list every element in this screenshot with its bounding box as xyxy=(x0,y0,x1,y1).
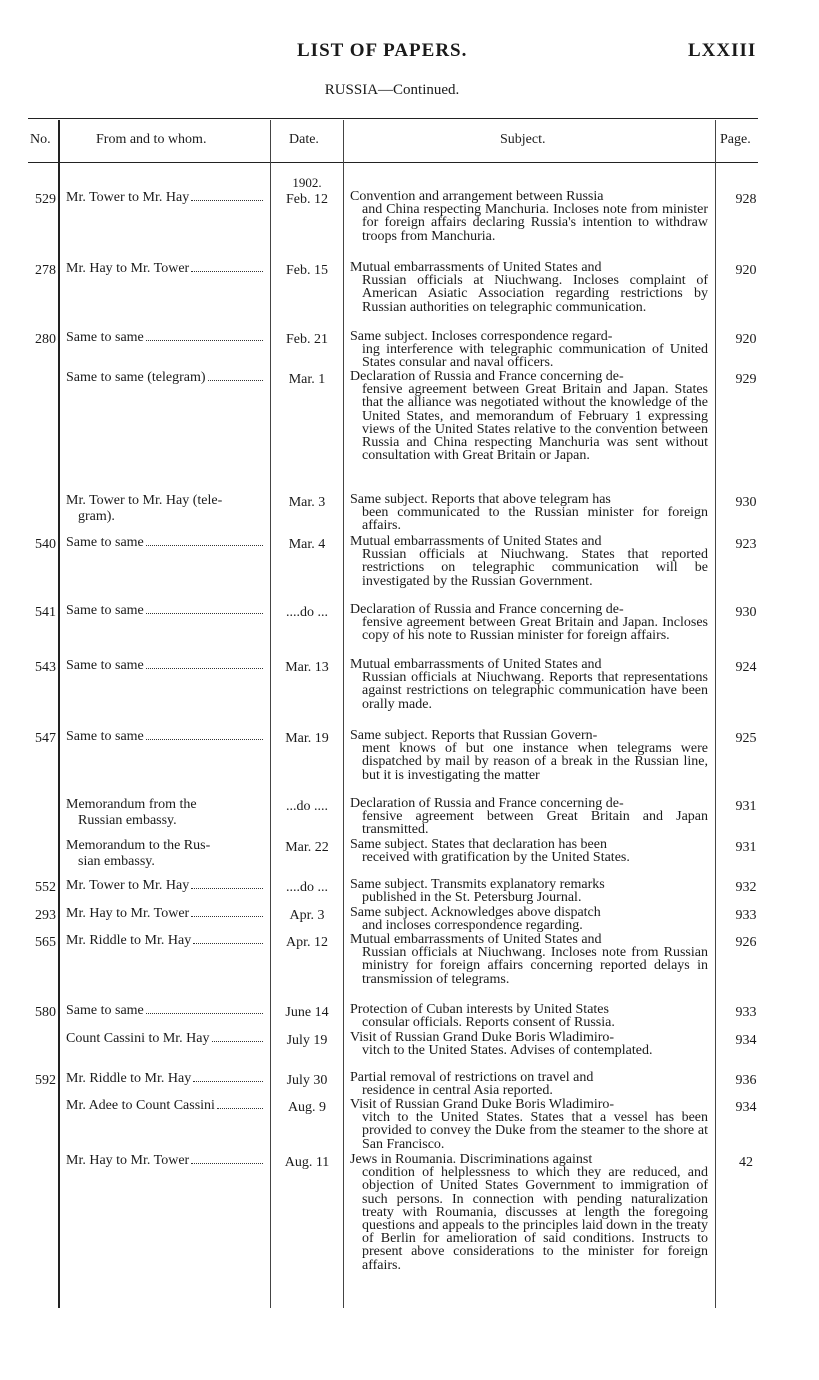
subject-continuation: fensive agreement between Great Britain and Japan transmitted. xyxy=(362,809,708,838)
from-to-cell xyxy=(66,1098,264,1114)
table-top-rule xyxy=(28,118,758,119)
column-header-no: No. xyxy=(30,132,51,147)
page-reference: 928 xyxy=(735,192,757,207)
from-to-cell xyxy=(66,603,264,619)
from-to-cell xyxy=(66,330,264,346)
subject-first-line: Mutual embarrassments of United States and xyxy=(350,534,602,549)
from-to-text: Same to same xyxy=(66,658,144,673)
date-cell: July 30 xyxy=(286,1073,328,1088)
from-to-cell xyxy=(66,933,264,949)
page-reference: 931 xyxy=(735,799,757,814)
date-cell: Aug. 9 xyxy=(287,1100,327,1115)
page-reference: 933 xyxy=(735,1005,757,1020)
subject-continuation: Russian officials at Niuchwang. Reports that representations against restrictions on telegraphic communication have been orally made. xyxy=(362,670,708,712)
row-number: 580 xyxy=(35,1005,56,1020)
date-cell: Mar. 13 xyxy=(285,660,329,675)
subject-continuation: ing interference with telegraphic communication of United States consular and naval officers. xyxy=(362,342,708,371)
date-cell: ....do ... xyxy=(286,880,328,895)
subject-first-line: Same subject. Acknowledges above dispatch xyxy=(350,905,601,920)
from-to-cell xyxy=(66,261,264,277)
subject-first-line: Mutual embarrassments of United States and xyxy=(350,657,602,672)
page-reference: 936 xyxy=(735,1073,757,1088)
from-to-continuation: gram). xyxy=(78,509,115,524)
subject-cell xyxy=(350,493,708,533)
subject-continuation: residence in central Asia reported. xyxy=(362,1083,553,1099)
column-divider xyxy=(270,120,271,1308)
column-header-subject: Subject. xyxy=(500,132,546,147)
from-to-text: Same to same xyxy=(66,535,144,550)
subject-first-line: Convention and arrangement between Russia xyxy=(350,189,604,204)
from-to-line xyxy=(66,658,264,674)
subject-first-line: Same subject. Reports that Russian Govern- xyxy=(350,728,598,743)
row-number: 565 xyxy=(35,935,56,950)
page-reference: 930 xyxy=(735,605,757,620)
date-cell: Feb. 15 xyxy=(286,263,328,278)
from-to-text: Memorandum from the xyxy=(66,797,197,812)
row-number: 541 xyxy=(35,605,56,620)
subject-cell xyxy=(350,729,708,782)
subject-first-line: Mutual embarrassments of United States and xyxy=(350,932,602,947)
dot-leader xyxy=(191,271,263,272)
subject-cell xyxy=(350,1153,708,1272)
from-to-text: Same to same (telegram) xyxy=(66,370,206,385)
subject-cell xyxy=(350,658,708,711)
table-header-rule xyxy=(28,162,758,163)
from-to-line xyxy=(66,933,264,949)
page-reference: 924 xyxy=(735,660,757,675)
subject-first-line: Same subject. Transmits explanatory remarks xyxy=(350,877,605,892)
from-to-line xyxy=(66,261,264,277)
from-to-text: Same to same xyxy=(66,729,144,744)
from-to-text: Mr. Tower to Mr. Hay xyxy=(66,878,190,893)
subject-first-line: Same subject. Reports that above telegram has xyxy=(350,492,611,507)
page-reference: 920 xyxy=(735,263,757,278)
column-divider xyxy=(343,120,344,1308)
subject-cell xyxy=(350,370,708,462)
from-to-line xyxy=(66,493,264,509)
from-to-text: Mr. Hay to Mr. Tower xyxy=(66,261,190,276)
subject-first-line: Visit of Russian Grand Duke Boris Wladimiro- xyxy=(350,1097,615,1112)
from-to-cell xyxy=(66,493,264,525)
row-number: 552 xyxy=(35,880,56,895)
dot-leader xyxy=(193,943,263,944)
row-number: 529 xyxy=(35,192,56,207)
row-number: 547 xyxy=(35,731,56,746)
from-to-line xyxy=(66,603,264,619)
subject-cell xyxy=(350,261,708,314)
from-to-cell xyxy=(66,729,264,745)
date-cell: ....do ... xyxy=(286,605,328,620)
subject-continuation: and China respecting Manchuria. Incloses note from minister for foreign affairs declaring Russia's intention to withdraw troops from Manchuria. xyxy=(362,202,708,244)
from-to-text: Mr. Tower to Mr. Hay xyxy=(66,190,190,205)
dot-leader xyxy=(146,545,263,546)
from-to-line xyxy=(66,330,264,346)
from-to-cell xyxy=(66,190,264,206)
from-to-line xyxy=(66,797,264,813)
row-number: 293 xyxy=(35,908,56,923)
from-to-line xyxy=(66,729,264,745)
page-reference: 923 xyxy=(735,537,757,552)
date-cell: Apr. 12 xyxy=(286,935,328,950)
column-header-date: Date. xyxy=(289,132,319,147)
page-reference: 925 xyxy=(735,731,757,746)
subject-cell xyxy=(350,603,708,643)
from-to-text: Memorandum to the Rus- xyxy=(66,838,211,853)
from-to-text: Mr. Riddle to Mr. Hay xyxy=(66,933,192,948)
subject-first-line: Mutual embarrassments of United States and xyxy=(350,260,602,275)
dot-leader xyxy=(191,916,263,917)
from-to-line xyxy=(66,1098,264,1114)
date-cell: Aug. 11 xyxy=(284,1155,330,1170)
from-to-text: Mr. Hay to Mr. Tower xyxy=(66,906,190,921)
from-to-text: Mr. Hay to Mr. Tower xyxy=(66,1153,190,1168)
from-to-cell xyxy=(66,1031,264,1047)
subject-first-line: Declaration of Russia and France concerning de- xyxy=(350,796,624,811)
subject-continuation: ment knows of but one instance when telegrams were dispatched by mail by reason of a break in the Russian line, but it is investigating the matter xyxy=(362,741,708,783)
subject-continuation: fensive agreement between Great Britain and Japan. States that the alliance was negotiated without the knowledge of the United States, and memorandum of February 1 expressing views of the United States relative to the convention between Russia and China respecting Manchuria was sent without consultation with Great Britain or Japan. xyxy=(362,382,708,464)
from-to-text: Count Cassini to Mr. Hay xyxy=(66,1031,210,1046)
from-to-text: Same to same xyxy=(66,1003,144,1018)
date-cell: June 14 xyxy=(285,1005,329,1020)
dot-leader xyxy=(217,1108,263,1109)
subject-continuation: vitch to the United States. States that a vessel has been provided to convey the Duke from the steamer to the shore at San Francisco. xyxy=(362,1110,708,1152)
subject-first-line: Partial removal of restrictions on travel and xyxy=(350,1070,594,1085)
subject-first-line: Protection of Cuban interests by United States xyxy=(350,1002,609,1017)
from-to-cell xyxy=(66,535,264,551)
date-cell: Mar. 3 xyxy=(288,495,326,510)
date-cell: Mar. 1 xyxy=(288,372,326,387)
from-to-line xyxy=(66,1031,264,1047)
column-divider xyxy=(715,120,716,1308)
dot-leader xyxy=(146,739,263,740)
page-reference: 933 xyxy=(735,908,757,923)
from-to-line xyxy=(66,1071,264,1087)
row-number: 280 xyxy=(35,332,56,347)
from-to-line xyxy=(66,1153,264,1169)
from-to-line xyxy=(66,878,264,894)
from-to-line xyxy=(66,190,264,206)
subject-first-line: Same subject. States that declaration has been xyxy=(350,837,607,852)
subject-first-line: Visit of Russian Grand Duke Boris Wladimiro- xyxy=(350,1030,615,1045)
page-reference: 932 xyxy=(735,880,757,895)
page-reference: 926 xyxy=(735,935,757,950)
from-to-line xyxy=(66,535,264,551)
subject-cell xyxy=(350,797,708,837)
subject-cell xyxy=(350,190,708,243)
page-title: LIST OF PAPERS. xyxy=(297,40,468,61)
year-label: 1902. xyxy=(292,175,322,190)
subject-cell xyxy=(350,933,708,986)
subject-cell xyxy=(350,838,708,864)
subject-continuation: Russian officials at Niuchwang. Incloses complaint of American Asiatic Association regarding restrictions by Russian authorities on telegraphic communication. xyxy=(362,273,708,315)
subject-first-line: Declaration of Russia and France concerning de- xyxy=(350,369,624,384)
page-number: LXXIII xyxy=(688,40,757,61)
subject-continuation: Russian officials at Niuchwang. Incloses note from Russian ministry for foreign affairs concerning reported delays in transmission of telegrams. xyxy=(362,945,708,987)
from-to-cell xyxy=(66,906,264,922)
from-to-text: Same to same xyxy=(66,330,144,345)
from-to-text: Mr. Tower to Mr. Hay (tele- xyxy=(66,493,223,508)
from-to-cell xyxy=(66,1071,264,1087)
subject-first-line: Declaration of Russia and France concerning de- xyxy=(350,602,624,617)
dot-leader xyxy=(212,1041,263,1042)
dot-leader xyxy=(146,340,263,341)
subject-continuation: and incloses correspondence regarding. xyxy=(362,918,583,934)
from-to-line xyxy=(66,1003,264,1019)
from-to-continuation: Russian embassy. xyxy=(78,813,177,828)
column-header-from-to: From and to whom. xyxy=(96,132,207,147)
row-number: 540 xyxy=(35,537,56,552)
dot-leader xyxy=(146,613,263,614)
page-reference: 42 xyxy=(739,1155,753,1170)
date-cell: Feb. 12 xyxy=(286,192,328,207)
subject-continuation: Russian officials at Niuchwang. States that reported restrictions on telegraphic communication will be investigated by the Russian Government. xyxy=(362,547,708,589)
subject-continuation: published in the St. Petersburg Journal. xyxy=(362,890,582,906)
from-to-cell xyxy=(66,878,264,894)
from-to-cell xyxy=(66,658,264,674)
date-cell: Mar. 19 xyxy=(285,731,329,746)
from-to-line xyxy=(66,838,264,854)
page-reference: 920 xyxy=(735,332,757,347)
date-cell: Mar. 22 xyxy=(285,840,329,855)
subject-cell xyxy=(350,1031,708,1057)
subject-cell xyxy=(350,1098,708,1151)
page-reference: 929 xyxy=(735,372,757,387)
subject-continuation: received with gratification by the United States. xyxy=(362,850,630,866)
subject-continuation: consular officials. Reports consent of Russia. xyxy=(362,1015,615,1031)
from-to-line xyxy=(66,906,264,922)
subject-cell xyxy=(350,878,708,904)
dot-leader xyxy=(146,668,263,669)
subject-cell xyxy=(350,1003,708,1029)
section-heading: RUSSIA—Continued. xyxy=(324,82,460,98)
date-cell: ...do .... xyxy=(286,799,328,814)
from-to-line xyxy=(66,370,264,386)
dot-leader xyxy=(191,1163,263,1164)
subject-continuation: vitch to the United States. Advises of contemplated. xyxy=(362,1043,653,1059)
from-to-continuation: sian embassy. xyxy=(78,854,155,869)
subject-cell xyxy=(350,330,708,370)
page-reference: 931 xyxy=(735,840,757,855)
column-divider xyxy=(58,120,60,1308)
from-to-cell xyxy=(66,838,264,870)
subject-first-line: Same subject. Incloses correspondence regard- xyxy=(350,329,613,344)
row-number: 592 xyxy=(35,1073,56,1088)
date-cell: Feb. 21 xyxy=(286,332,328,347)
from-to-text: Same to same xyxy=(66,603,144,618)
row-number: 278 xyxy=(35,263,56,278)
dot-leader xyxy=(193,1081,263,1082)
from-to-text: Mr. Riddle to Mr. Hay xyxy=(66,1071,192,1086)
from-to-cell xyxy=(66,1003,264,1019)
page-reference: 930 xyxy=(735,495,757,510)
date-cell: Apr. 3 xyxy=(289,908,325,923)
subject-cell xyxy=(350,535,708,588)
row-number: 543 xyxy=(35,660,56,675)
dot-leader xyxy=(146,1013,263,1014)
dot-leader xyxy=(191,200,263,201)
column-header-page: Page. xyxy=(720,132,751,147)
subject-cell xyxy=(350,1071,708,1097)
from-to-cell xyxy=(66,370,264,386)
dot-leader xyxy=(208,380,263,381)
dot-leader xyxy=(191,888,263,889)
date-cell: Mar. 4 xyxy=(288,537,326,552)
subject-cell xyxy=(350,906,708,932)
date-cell: July 19 xyxy=(286,1033,328,1048)
subject-first-line: Jews in Roumania. Discriminations against xyxy=(350,1152,593,1167)
from-to-cell xyxy=(66,797,264,829)
page-reference: 934 xyxy=(735,1033,757,1048)
subject-continuation: fensive agreement between Great Britain and Japan. Incloses copy of his note to Russian minister for foreign affairs. xyxy=(362,615,708,644)
from-to-cell xyxy=(66,1153,264,1169)
from-to-text: Mr. Adee to Count Cassini xyxy=(66,1098,215,1113)
subject-continuation: been communicated to the Russian minister for foreign affairs. xyxy=(362,505,708,534)
subject-continuation: condition of helplessness to which they are reduced, and objection of United States Government to immigration of such persons. In connection with pending naturalization treaty with Roumania, discusses at length the foregoing questions and appeals to the principles laid down in the treaty of Berlin for amelioration of said conditions. Instructs to present above considerations to the minister for foreign affairs. xyxy=(362,1165,708,1273)
page-reference: 934 xyxy=(735,1100,757,1115)
